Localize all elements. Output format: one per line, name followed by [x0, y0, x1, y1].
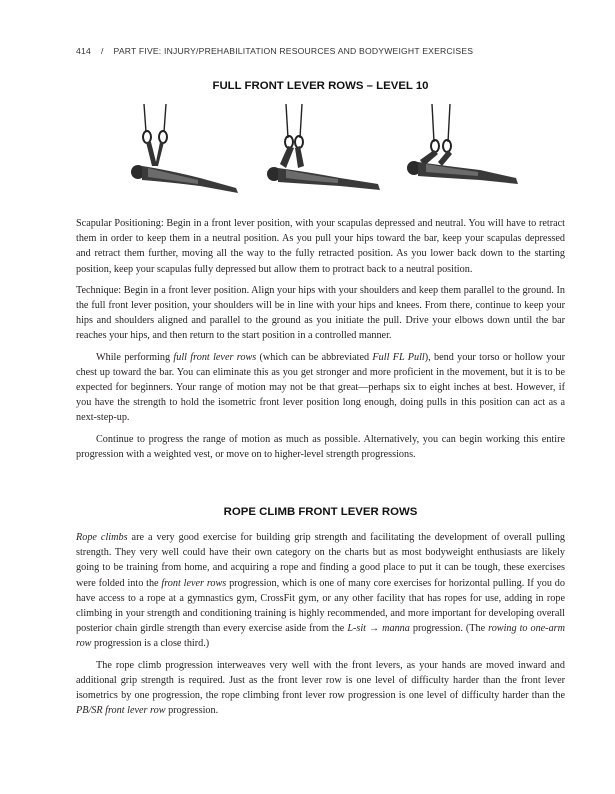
header-separator: /: [100, 46, 104, 56]
text-run: progression is a close third.): [91, 638, 210, 650]
section2-body: [76, 530, 565, 724]
text-run: The rope climb progression interweaves very well with the front levers, as your hands are moved inward and additional grip strength is required. Just as the front lever row is one level of difficulty harder than the front lever isometrics by one progression, the rope climbing front lever row progression is one level of difficulty harder than the: [76, 659, 565, 702]
running-header: [76, 46, 473, 56]
exercise-figure-strip: [108, 104, 528, 200]
italic-term: front lever rows: [161, 577, 227, 589]
text-run: While performing: [96, 351, 174, 363]
section-title-rope-climb-front-lever-rows: ROPE CLIMB FRONT LEVER ROWS: [223, 506, 418, 518]
italic-term: Full FL Pull: [372, 351, 425, 363]
text-run: (which can be abbreviated: [256, 351, 373, 363]
rope-climb-progression-paragraph: [76, 658, 565, 719]
text-run: are a very good exercise for building grip strength and facilitating the development of overall pulling strength. They very well could have their own category on the charts but as most bodyweight enthusiasts are likely going to be training from home, and acquiring a rope and finding a good place to put it can be tough, these exercises were folded into the: [76, 532, 566, 589]
italic-term: Rope climbs: [76, 532, 128, 543]
performing-paragraph: [76, 350, 565, 426]
technique-paragraph: Technique: Begin in a front lever position. Align your hips with your shoulders and keep them parallel to the ground. In the full front lever position, your shoulders will be in line with your hips and knees. From there, continue to keep your hips and shoulders aligned and parallel to the ground as you initiate the pull. Drive your elbows down until the bar reaches your hips, and then return to the start position in a controlled manner.: [76, 284, 565, 342]
text-run: progression.: [165, 705, 219, 717]
italic-term: PB/SR front lever row: [76, 705, 166, 717]
italic-term: full front lever rows: [173, 351, 257, 363]
athlete-front-lever-hang-icon: [108, 104, 243, 200]
italic-term: L-sit → manna: [347, 623, 410, 635]
section-title-full-front-lever-rows: FULL FRONT LEVER ROWS – LEVEL 10: [212, 80, 429, 92]
section1-body: [76, 216, 565, 468]
progress-paragraph: Continue to progress the range of motion as much as possible. Alternatively, you can begin working this entire progression with a weighted vest, or move on to higher-level strength progressions.: [76, 433, 565, 460]
page-number: 414: [76, 46, 91, 56]
text-run: progression. (The: [409, 623, 489, 635]
text-run: progression, which is one of many core exercises for horizontal pulling. If you do have access to a rope at a gymnastics gym, CrossFit gym, or any other facility that has ropes for use, adding in rope climbing in your strength and conditioning training is highly recommended, and more important for developing overall posterior chain girdle strength than every exercise aside from the: [76, 577, 565, 635]
athlete-front-lever-top-row-icon: [392, 104, 527, 200]
italic-term: rowing to one-arm row: [76, 623, 565, 650]
scapular-positioning-paragraph: Scapular Positioning: Begin in a front lever position, with your scapulas depressed and neutral. You will have to retract them in order to keep them in a neutral position. As you pull your hips toward the bar, keep your scapulas depressed and retract them further, moving all the way to the fully retracted position. As you lower back down to the starting position, keep your scapulas fully depressed but allow them to protract back to a neutral position.: [76, 218, 565, 275]
text-run: ), bend your torso or hollow your chest up toward the bar. You can eliminate this as you get stronger and more proficient in the movement, but it is to be expected for beginners. Your range of motion may not be that great—perhaps six to eight inches at best. However, if you have the strength to hold the isometric front lever position long enough, doing pulls in this position can act as a next-step-up.: [76, 351, 565, 424]
running-title: PART FIVE: INJURY/PREHABILITATION RESOURCES AND BODYWEIGHT EXERCISES: [113, 46, 474, 56]
rope-climbs-paragraph: [76, 530, 565, 652]
athlete-front-lever-mid-row-icon: [250, 104, 385, 200]
